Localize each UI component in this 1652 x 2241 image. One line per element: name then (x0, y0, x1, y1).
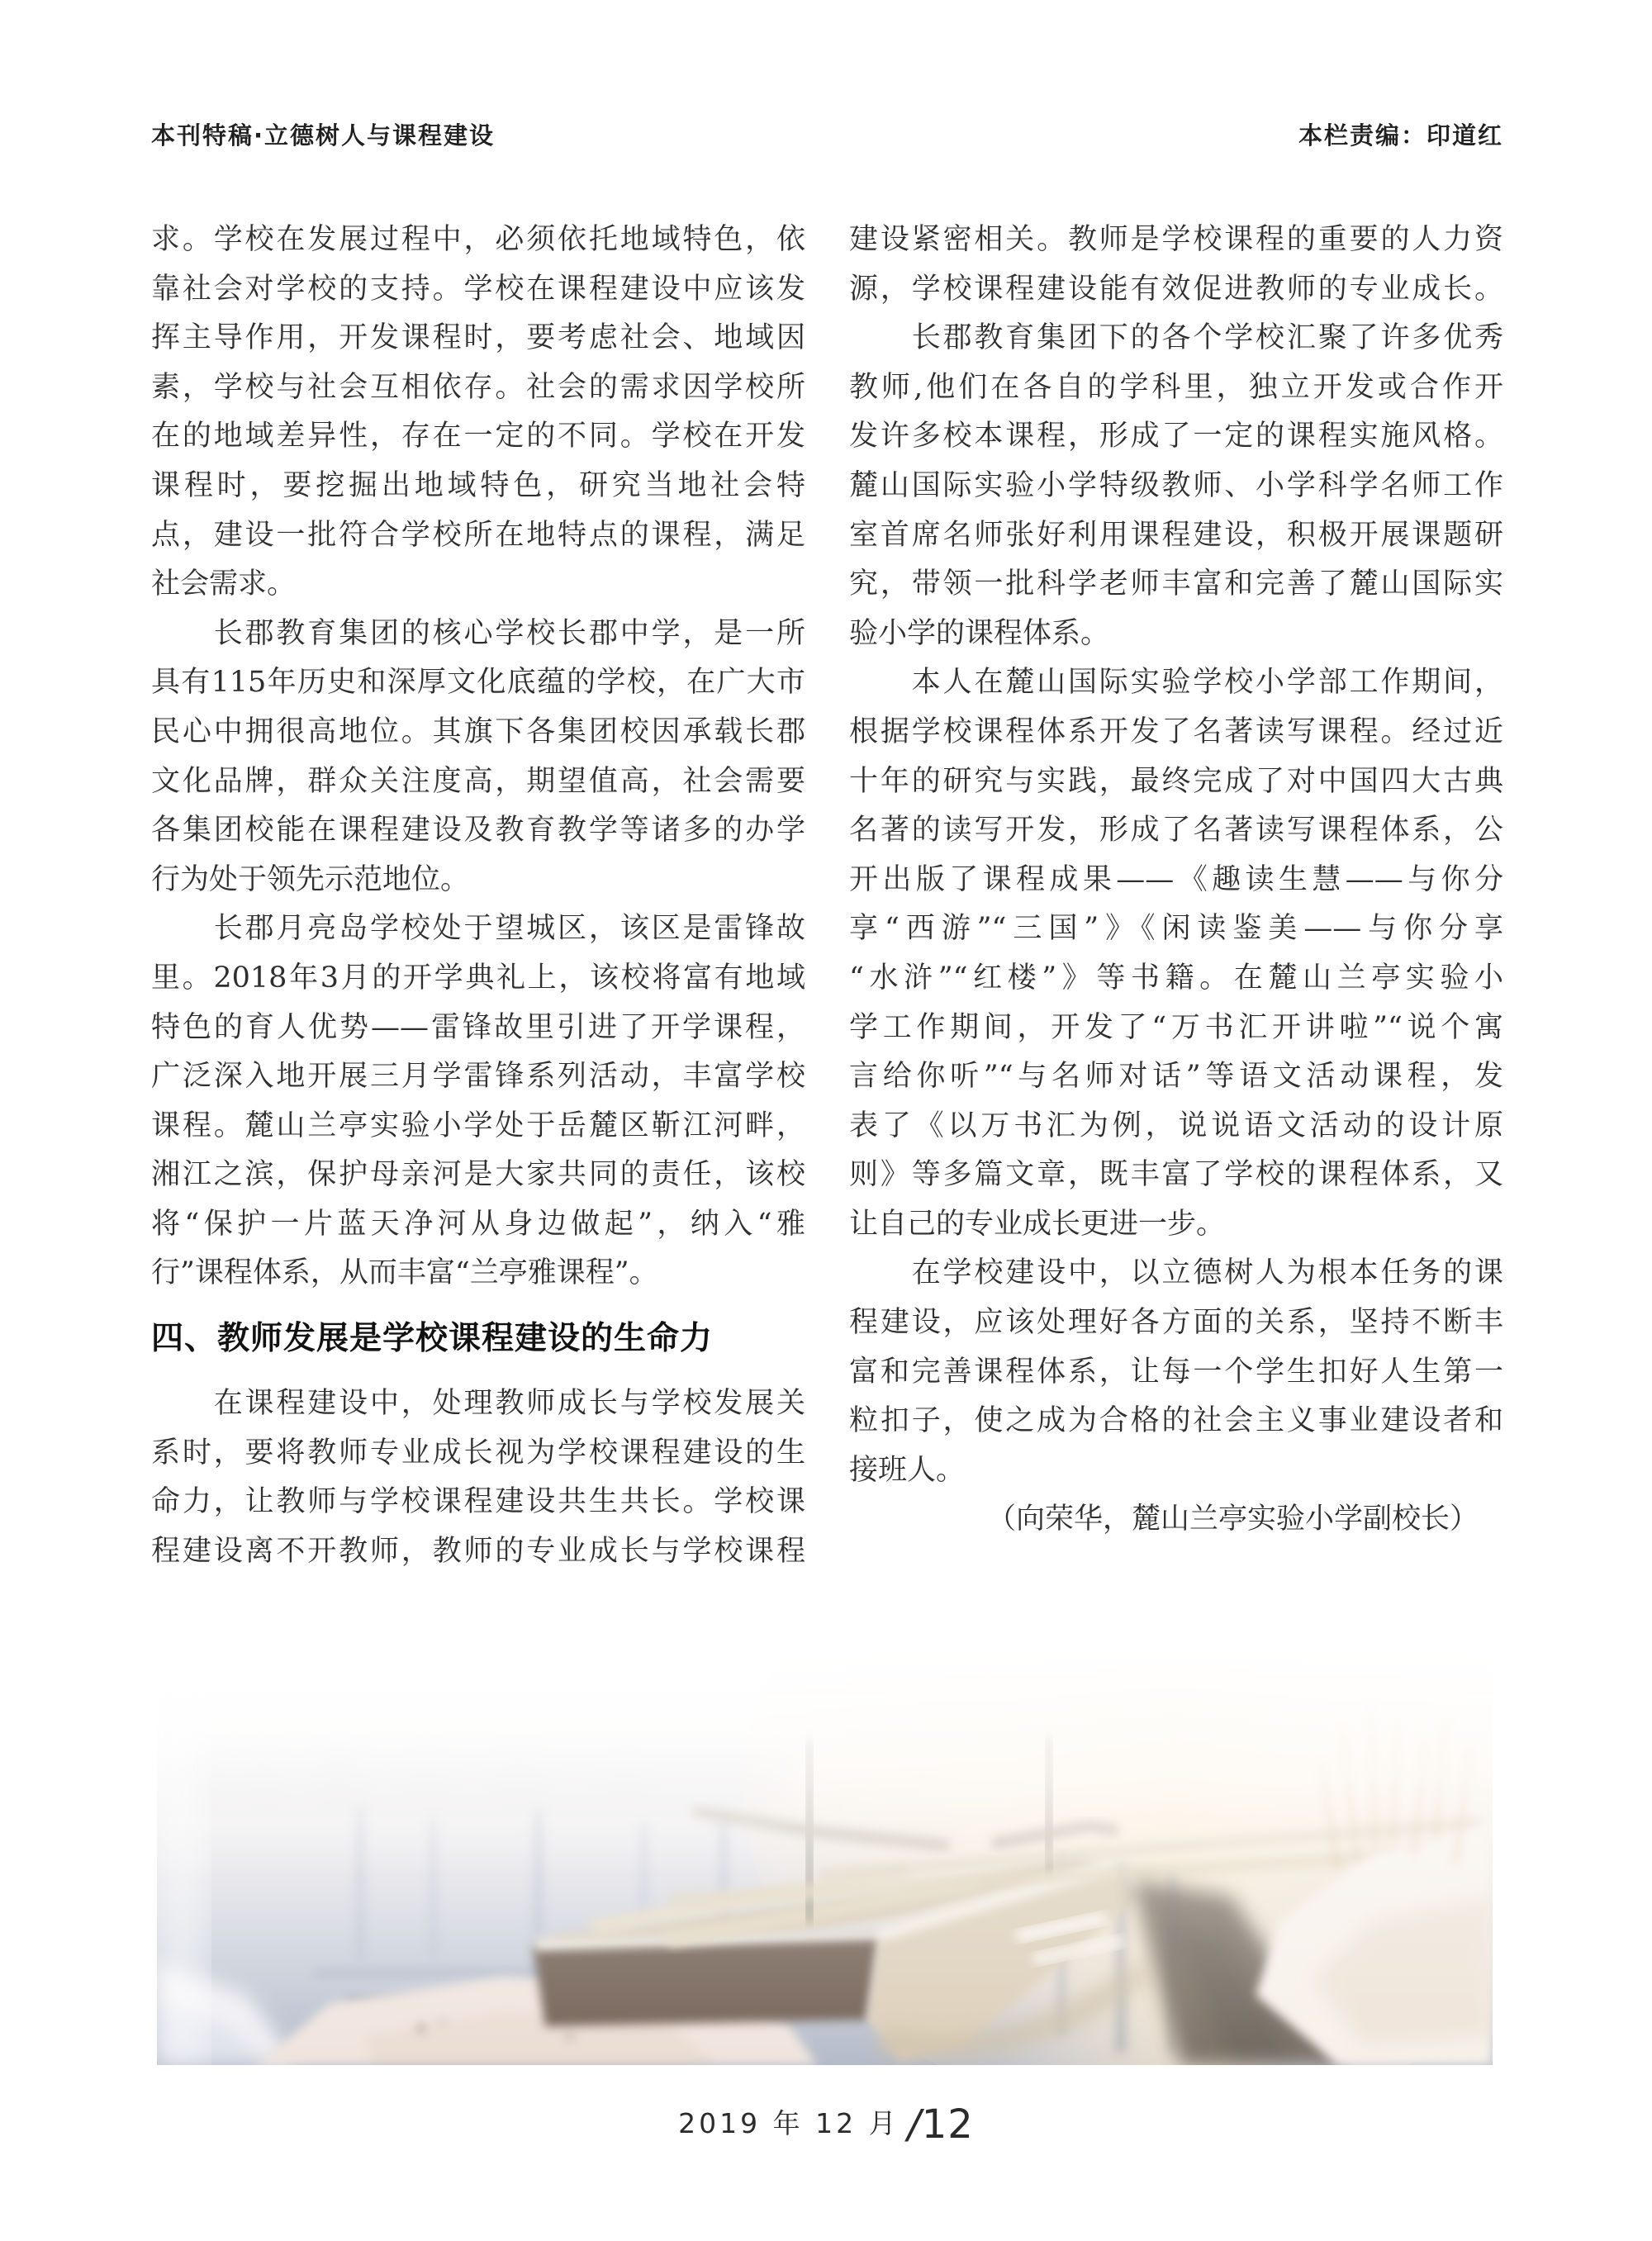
river-photo-art (157, 1648, 1493, 2065)
text-line: 民心中拥很高地位。其旗下各集团校因承载长郡 (151, 715, 805, 748)
text-line: 文化品牌，群众关注度高，期望值高，社会需要 (151, 764, 805, 798)
text-line: 长郡教育集团的核心学校长郡中学，是一所 (151, 616, 805, 650)
text-line: 特色的育人优势——雷锋故里引进了开学课程， (151, 1010, 805, 1044)
text-line: 室首席名师张好利用课程建设，积极开展课题研 (849, 518, 1503, 552)
text-line: 行为处于领先示范地位。 (151, 862, 470, 896)
text-line: 发许多校本课程，形成了一定的课程实施风格。 (849, 420, 1503, 453)
text-line: 表了《以万书汇为例，说说语文活动的设计原 (849, 1109, 1503, 1142)
paragraph (151, 904, 805, 1299)
paragraph (849, 658, 1503, 1249)
text-line: 各集团校能在课程建设及教育教学等诸多的办学 (151, 814, 805, 847)
author-signature: （向荣华，麓山兰亭实验小学副校长） (986, 1503, 1479, 1536)
paragraph (151, 216, 805, 610)
text-line: 广泛深入地开展三月学雷锋系列活动，丰富学校 (151, 1060, 805, 1094)
text-line: 让自己的专业成长更进一步。 (849, 1207, 1226, 1241)
text-line: 社会需求。 (151, 567, 297, 601)
text-line: 系时，要将教师专业成长视为学校课程建设的生 (151, 1436, 805, 1469)
section-heading: 四、教师发展是学校课程建设的生命力 (151, 1320, 714, 1358)
text-line: 在学校建设中，以立德树人为根本任务的课 (849, 1256, 1503, 1290)
text-line: 建设紧密相关。教师是学校课程的重要的人力资 (849, 223, 1503, 256)
text-line: 课程时，要挖掘出地域特色，研究当地社会特 (151, 468, 805, 502)
text-line: 教师,他们在各自的学科里，独立开发或合作开 (849, 370, 1503, 404)
paragraph (849, 314, 1503, 658)
text-line: 具有115年历史和深厚文化底蕴的学校，在广大市 (151, 666, 805, 700)
paragraph (849, 1249, 1503, 1495)
text-line: 本人在麓山国际实验学校小学部工作期间， (849, 666, 1503, 700)
left-column (151, 216, 805, 1576)
text-line: 则》等多篇文章，既丰富了学校的课程体系，又 (849, 1158, 1503, 1192)
text-line: 粒扣子，使之成为合格的社会主义事业建设者和 (849, 1404, 1503, 1438)
fog-overlay (157, 1648, 1493, 2065)
text-line: 湘江之滨，保护母亲河是大家共同的责任，该校 (151, 1158, 805, 1192)
left-column-paragraphs-top (151, 216, 805, 1299)
text-line: 麓山国际实验小学特级教师、小学科学名师工作 (849, 468, 1503, 502)
text-line: 长郡教育集团下的各个学校汇聚了许多优秀 (849, 321, 1503, 355)
page-footer (0, 2101, 1652, 2148)
text-line: 求。学校在发展过程中，必须依托地域特色，依 (151, 223, 805, 256)
text-line: 程建设离不开教师，教师的专业成长与学校课程 (151, 1534, 805, 1568)
footer-separator: / (907, 2101, 921, 2148)
text-line: 课程。麓山兰亭实验小学处于岳麓区靳江河畔， (151, 1109, 805, 1142)
footer-page-number: 12 (921, 2101, 974, 2148)
text-line: 点，建设一批符合学校所在地特点的课程，满足 (151, 518, 805, 552)
text-line: 命力，让教师与学校课程建设共生共长。学校课 (151, 1485, 805, 1519)
paragraph (151, 1379, 805, 1576)
text-line: 在的地域差异性，存在一定的不同。学校在开发 (151, 420, 805, 453)
text-line: 究，带领一批科学老师丰富和完善了麓山国际实 (849, 567, 1503, 601)
right-column (849, 216, 1503, 1545)
paragraph (151, 610, 805, 905)
text-line: 靠社会对学校的支持。学校在课程建设中应该发 (151, 272, 805, 306)
header-column-title: 本刊特稿·立德树人与课程建设 (151, 121, 496, 150)
text-line: 名著的读写开发，形成了名著读写课程体系，公 (849, 814, 1503, 847)
text-line: 程建设，应该处理好各方面的关系，坚持不断丰 (849, 1306, 1503, 1340)
right-column-paragraphs (849, 216, 1503, 1495)
left-column-paragraphs-bottom (151, 1379, 805, 1576)
text-line: 将“保护一片蓝天净河从身边做起”，纳入“雅 (151, 1207, 805, 1241)
text-line: 挥主导作用，开发课程时，要考虑社会、地域因 (151, 321, 805, 355)
page-header (151, 117, 1503, 151)
text-line: 享“西游”“三国”》《闲读鉴美——与你分享 (849, 912, 1503, 946)
text-line: 学工作期间，开发了“万书汇开讲啦”“说个寓 (849, 1010, 1503, 1044)
river-photo (157, 1648, 1493, 2065)
text-line: “水浒”“红楼”》等书籍。在麓山兰亭实验小 (849, 961, 1503, 995)
footer-date: 2019 年 12 月 (678, 2107, 900, 2139)
text-line: 言给你听”“与名师对话”等语文活动课程，发 (849, 1060, 1503, 1094)
text-line: 十年的研究与实践，最终完成了对中国四大古典 (849, 764, 1503, 798)
text-line: 行”课程体系，从而丰富“兰亭雅课程”。 (151, 1256, 658, 1290)
text-line: 富和完善课程体系，让每一个学生扣好人生第一 (849, 1355, 1503, 1389)
header-editor-credit: 本栏责编：印道红 (1298, 121, 1503, 150)
text-line: 根据学校课程体系开发了名著读写课程。经过近 (849, 715, 1503, 748)
text-line: 源，学校课程建设能有效促进教师的专业成长。 (849, 272, 1503, 306)
text-line: 验小学的课程体系。 (849, 616, 1110, 650)
text-line: 长郡月亮岛学校处于望城区，该区是雷锋故 (151, 912, 805, 946)
text-line: 素，学校与社会互相依存。社会的需求因学校所 (151, 370, 805, 404)
text-line: 接班人。 (849, 1453, 966, 1487)
text-line: 在课程建设中，处理教师成长与学校发展关 (151, 1387, 805, 1421)
text-line: 开出版了课程成果——《趣读生慧——与你分 (849, 862, 1503, 896)
left-edge-haze (157, 1648, 206, 2065)
paragraph (849, 216, 1503, 314)
text-line: 里。2018年3月的开学典礼上，该校将富有地域 (151, 961, 805, 995)
